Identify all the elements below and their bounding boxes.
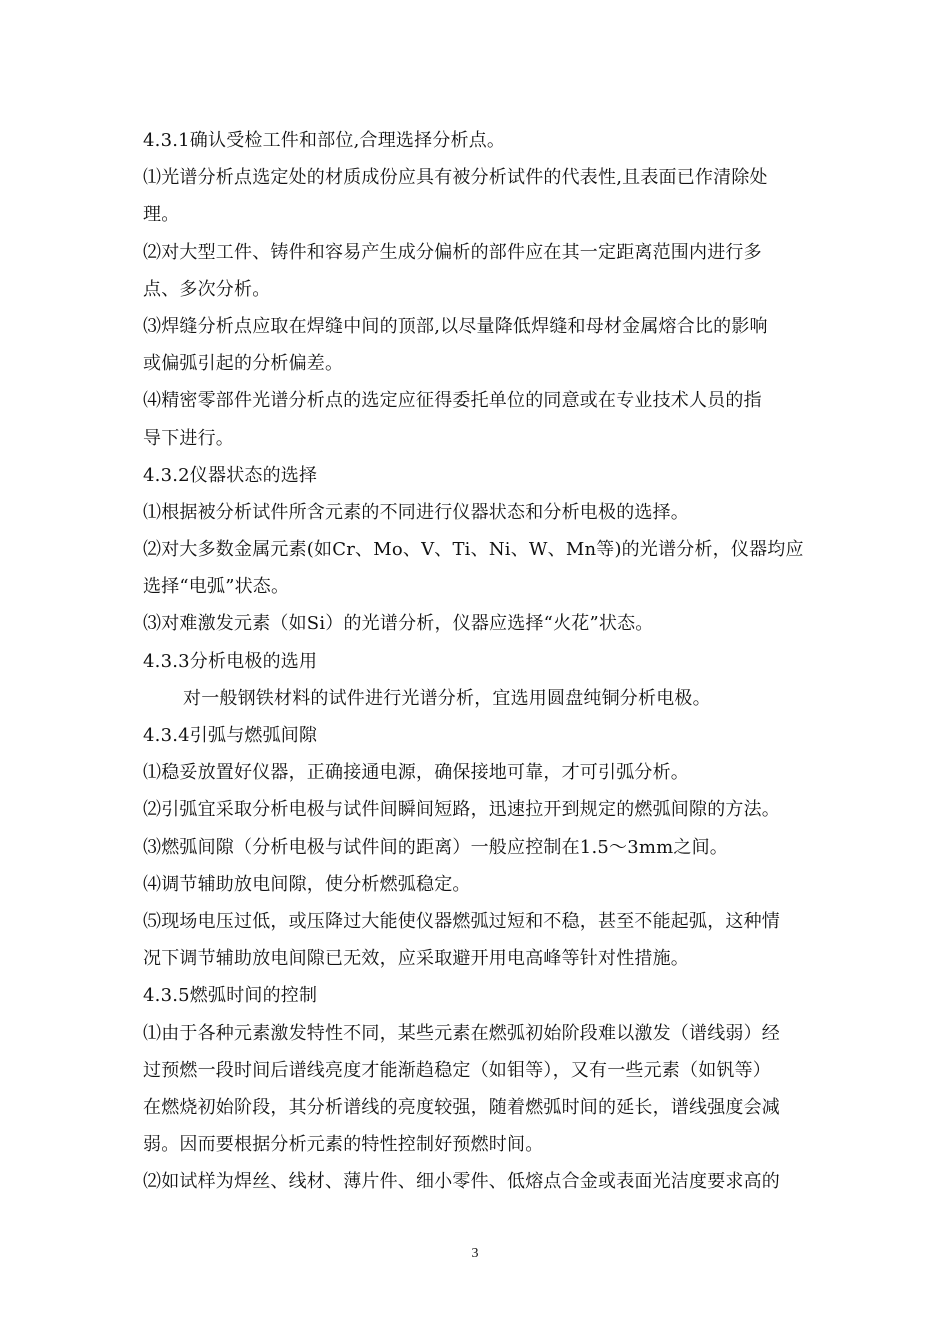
paragraph-line: ⑸现场电压过低，或压降过大能使仪器燃弧过短和不稳，甚至不能起弧，这种情 <box>143 910 780 932</box>
paragraph-line: ⑴由于各种元素激发特性不同，某些元素在燃弧初始阶段难以激发（谱线弱）经 <box>143 1022 780 1044</box>
paragraph-line: 过预燃一段时间后谱线亮度才能渐趋稳定（如钼等），又有一些元素（如钒等） <box>143 1059 771 1081</box>
paragraph-line: ⑶焊缝分析点应取在焊缝中间的顶部,以尽量降低焊缝和母材金属熔合比的影响 <box>143 315 768 337</box>
paragraph-line: ⑵对大多数金属元素(如Cr、Mo、V、Ti、Ni、W、Mn等)的光谱分析，仪器均应 <box>143 539 804 561</box>
paragraph-line: ⑴光谱分析点选定处的材质成份应具有被分析试件的代表性,且表面已作清除处 <box>143 167 768 189</box>
paragraph-line: ⑷调节辅助放电间隙，使分析燃弧稳定。 <box>143 873 471 895</box>
paragraph-line: 导下进行。 <box>143 427 234 449</box>
section-heading-4-3-3: 4.3.3分析电极的选用 <box>143 650 318 672</box>
paragraph-line: 在燃烧初始阶段，其分析谱线的亮度较强，随着燃弧时间的延长，谱线强度会减 <box>143 1096 780 1118</box>
section-heading-4-3-5: 4.3.5燃弧时间的控制 <box>143 985 318 1007</box>
paragraph-line: 点、多次分析。 <box>143 278 271 300</box>
paragraph-line: ⑴根据被分析试件所含元素的不同进行仪器状态和分析电极的选择。 <box>143 501 689 523</box>
paragraph-line: ⑶燃弧间隙（分析电极与试件间的距离）一般应控制在1.5～3mm之间。 <box>143 836 729 858</box>
paragraph-line: 弱。因而要根据分析元素的特性控制好预燃时间。 <box>143 1134 544 1156</box>
paragraph-line: ⑵对大型工件、铸件和容易产生成分偏析的部件应在其一定距离范围内进行多 <box>143 241 762 263</box>
paragraph-line: 况下调节辅助放电间隙已无效，应采取避开用电高峰等针对性措施。 <box>143 948 689 970</box>
section-heading-4-3-2: 4.3.2仪器状态的选择 <box>143 464 318 486</box>
paragraph-line: ⑵如试样为焊丝、线材、薄片件、细小零件、低熔点合金或表面光洁度要求高的 <box>143 1171 780 1193</box>
paragraph-line: ⑴稳妥放置好仪器，正确接通电源，确保接地可靠，才可引弧分析。 <box>143 762 689 784</box>
document-body <box>143 122 823 1200</box>
paragraph-line: ⑶对难激发元素（如Si）的光谱分析，仪器应选择“火花”状态。 <box>143 613 654 635</box>
page-number: 3 <box>471 1246 479 1261</box>
paragraph-line: 选择“电弧”状态。 <box>143 576 290 598</box>
paragraph-line: ⑵引弧宜采取分析电极与试件间瞬间短路，迅速拉开到规定的燃弧间隙的方法。 <box>143 799 780 821</box>
paragraph-line: 或偏弧引起的分析偏差。 <box>143 353 344 375</box>
paragraph-line: ⑷精密零部件光谱分析点的选定应征得委托单位的同意或在专业技术人员的指 <box>143 390 762 412</box>
section-heading-4-3-4: 4.3.4引弧与燃弧间隙 <box>143 725 318 746</box>
indented-paragraph-line: 对一般钢铁材料的试件进行光谱分析，宜选用圆盘纯铜分析电极。 <box>183 687 711 709</box>
paragraph-line: 理。 <box>143 204 180 226</box>
section-heading-4-3-1: 4.3.1确认受检工件和部位,合理选择分析点。 <box>143 130 506 151</box>
